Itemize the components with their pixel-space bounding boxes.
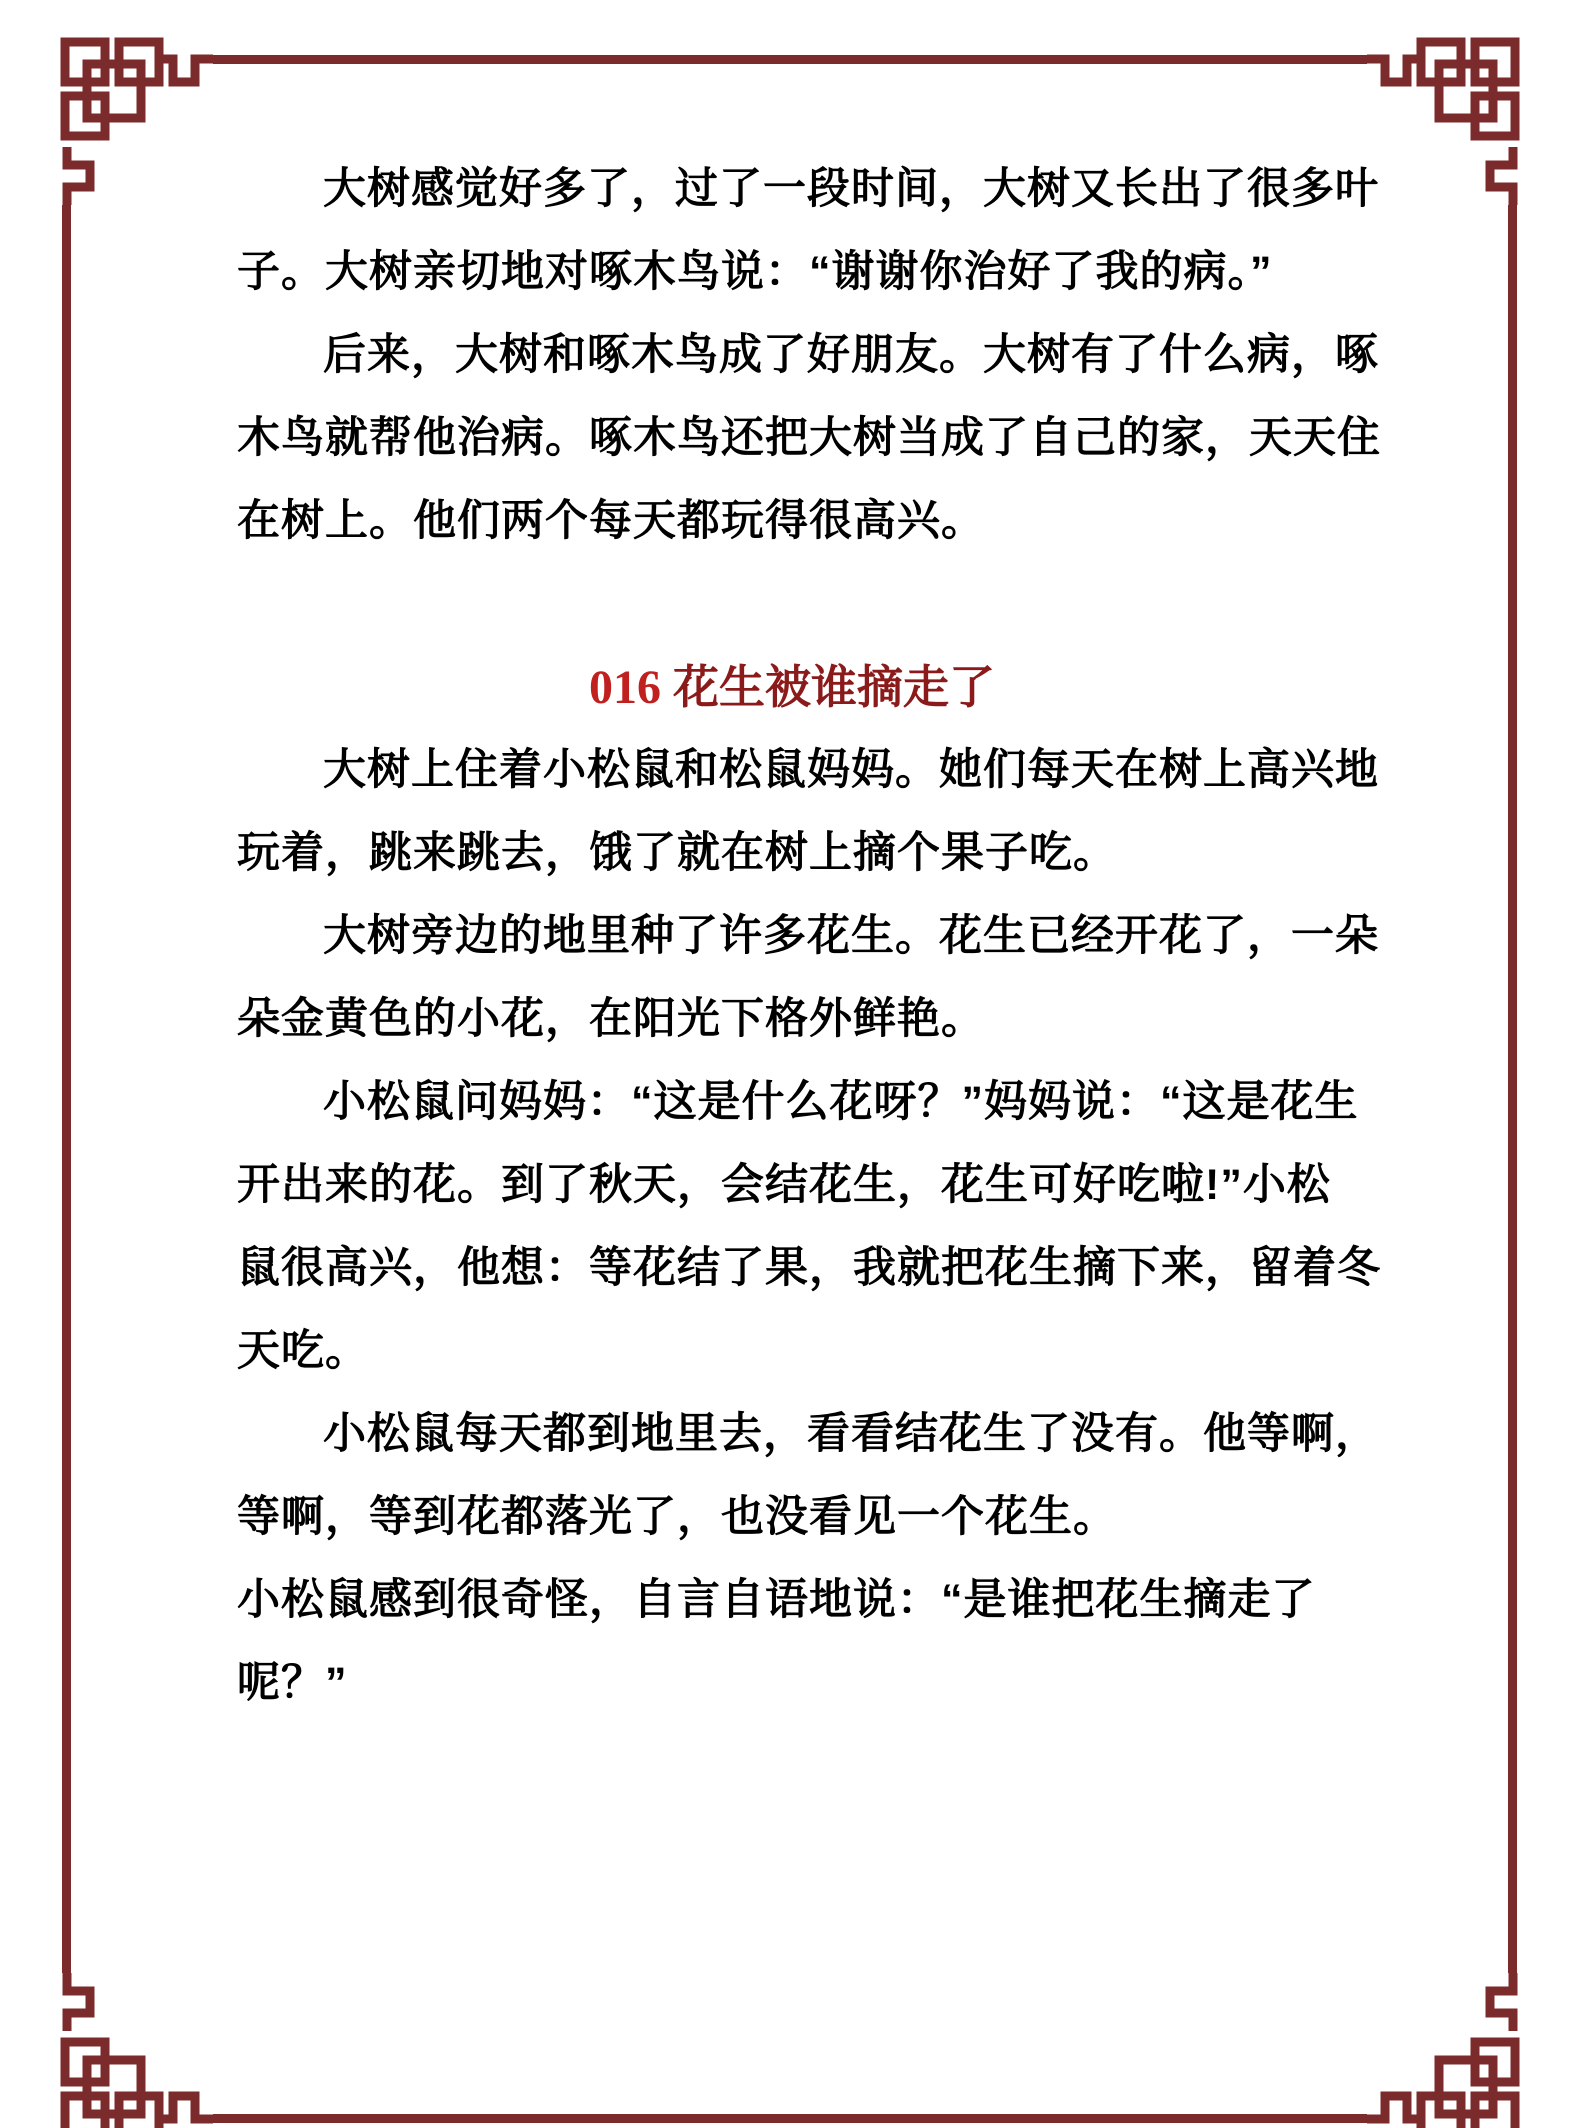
frame-border-bottom: [213, 2114, 1367, 2123]
story-line: 小松鼠问妈妈：“这是什么花呀？”妈妈说：“这是花生: [323, 1078, 1359, 1126]
story-line: 开出来的花。到了秋天，会结花生，花生可好吃啦!”小松: [237, 1161, 1331, 1209]
story-line: 后来，大树和啄木鸟成了好朋友。大树有了什么病，啄: [323, 331, 1379, 379]
frame-border-left: [62, 205, 71, 1973]
frame-border-right: [1508, 205, 1517, 1973]
story-line: 小松鼠每天都到地里去，看看结花生了没有。他等啊，: [323, 1410, 1379, 1458]
story-line: 大树旁边的地里种了许多花生。花生已经开花了，一朵: [323, 912, 1379, 960]
story-line: 鼠很高兴，他想：等花结了果，我就把花生摘下来，留着冬: [237, 1244, 1381, 1292]
story-line: 呢？”: [237, 1659, 348, 1707]
story-line: 玩着，跳来跳去，饿了就在树上摘个果子吃。: [237, 829, 1117, 877]
story-line: 子。大树亲切地对啄木鸟说：“谢谢你治好了我的病。”: [237, 248, 1273, 296]
story-line: 等啊，等到花都落光了，也没看见一个花生。: [237, 1493, 1117, 1541]
corner-ornament-top-right-icon: [1367, 35, 1537, 205]
frame-border-top: [213, 55, 1367, 64]
chapter-title: [237, 646, 1347, 729]
corner-ornament-bottom-left-icon: [43, 1973, 213, 2128]
chapter-title-text: 花生被谁摘走了: [673, 661, 995, 713]
story-line: 小松鼠感到很奇怪，自言自语地说：“是谁把花生摘走了: [237, 1576, 1316, 1624]
chapter-number: 016: [589, 661, 661, 714]
blank-line: [237, 563, 1347, 646]
story-line: 大树上住着小松鼠和松鼠妈妈。她们每天在树上高兴地: [323, 746, 1379, 794]
corner-ornament-top-left-icon: [43, 35, 213, 205]
story-line: 木鸟就帮他治病。啄木鸟还把大树当成了自己的家，天天住: [237, 414, 1381, 462]
story-line: 天吃。: [237, 1327, 369, 1375]
corner-ornament-bottom-right-icon: [1367, 1973, 1537, 2128]
story-line: 在树上。他们两个每天都玩得很高兴。: [237, 497, 985, 545]
story-text-block: [237, 148, 1381, 1725]
story-line: 朵金黄色的小花，在阳光下格外鲜艳。: [237, 995, 985, 1043]
story-line: 大树感觉好多了，过了一段时间，大树又长出了很多叶: [323, 165, 1379, 213]
